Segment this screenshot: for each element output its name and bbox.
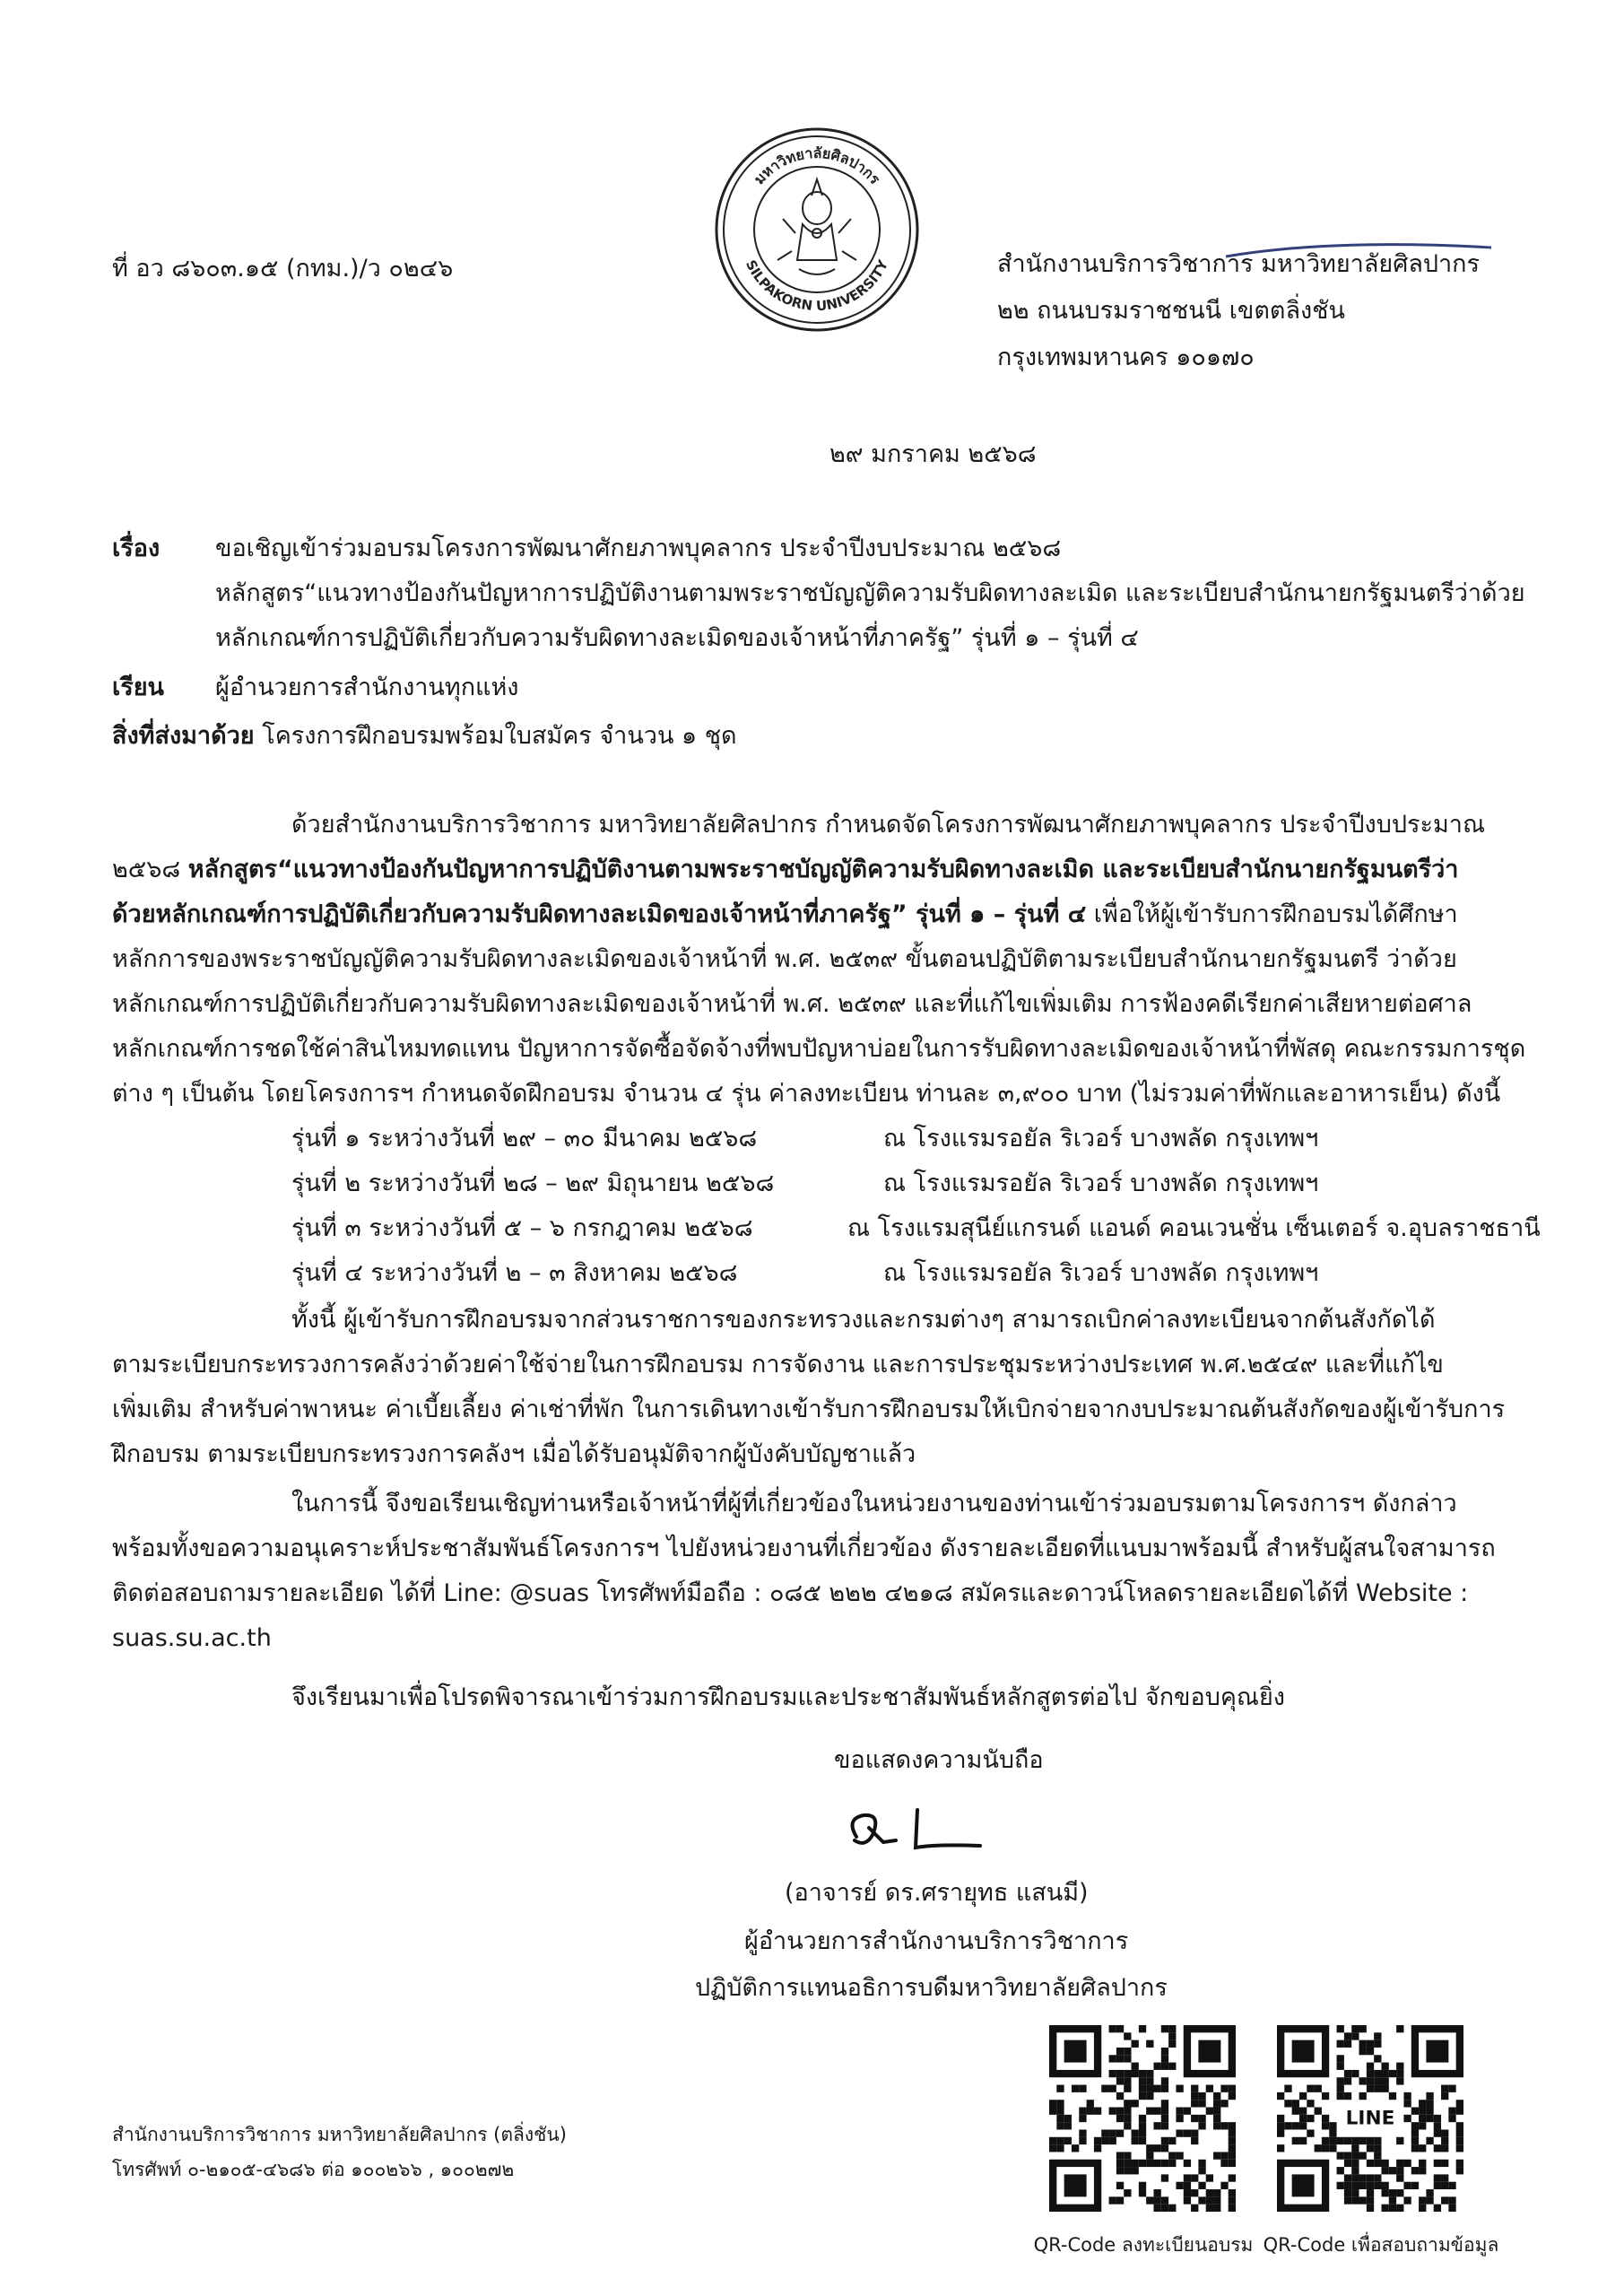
body-p1-line1: ด้วยสำนักงานบริการวิชาการ มหาวิทยาลัยศิลปากร กำหนดจัดโครงการพัฒนาศักยภาพบุคลากร ประจำปีงบประมาณ xyxy=(291,811,1485,839)
website-link[interactable]: suas.su.ac.th xyxy=(112,1624,272,1652)
qr-caption-registration: QR-Code ลงทะเบียนอบรม xyxy=(1033,2234,1254,2256)
qr-code-registration[interactable] xyxy=(1049,2025,1236,2212)
signatory-position: ผู้อำนวยการสำนักงานบริการวิชาการ xyxy=(744,1927,1129,1955)
body-p2-line4: ฝึกอบรม ตามระเบียบกระทรวงการคลังฯ เมื่อได้รับอนุมัติจากผู้บังคับบัญชาแล้ว xyxy=(112,1440,916,1468)
office-address-line3: กรุงเทพมหานคร ๑๐๑๗๐ xyxy=(997,344,1255,371)
handwritten-signature xyxy=(829,1801,1009,1864)
body-p1-line6: หลักเกณฑ์การชดใช้ค่าสินไหมทดแทน ปัญหาการจัดซื้อจัดจ้างที่พบปัญหาบ่อยในการรับผิดทางละเมิดของเจ้าหน้าที่พัสดุ คณะกรรมการชุด xyxy=(112,1035,1526,1063)
addressee-label: เรียน xyxy=(112,674,165,701)
session-row xyxy=(291,1117,1541,1161)
office-address-line1: สำนักงานบริการวิชาการ มหาวิทยาลัยศิลปากร xyxy=(997,250,1481,278)
body-p3-line3: ติดต่อสอบถามรายละเอียด ได้ที่ Line: @suas โทรศัพท์มือถือ : ๐๘๕ ๒๒๒ ๔๒๑๘ สมัครและดาวน์โหลดรายละเอียดได้ที่ Website : xyxy=(112,1579,1469,1607)
body-p1-line7: ต่าง ๆ เป็นต้น โดยโครงการฯ กำหนดจัดฝึกอบรม จำนวน ๔ รุ่น ค่าลงทะเบียน ท่านละ ๓,๙๐๐ บาท (ไม่รวมค่าที่พักและอาหารเย็น) ดังนี้ xyxy=(112,1080,1501,1108)
signatory-acting-position: ปฏิบัติการแทนอธิการบดีมหาวิทยาลัยศิลปากร xyxy=(695,1974,1168,2002)
session-row xyxy=(291,1251,1541,1296)
session-row xyxy=(291,1161,1541,1206)
seal-text-bottom: SILPAKORN UNIVERSITY xyxy=(742,257,892,315)
session-date: รุ่นที่ ๒ ระหว่างวันที่ ๒๘ – ๒๙ มิถุนายน ๒๕๖๘ xyxy=(291,1170,775,1197)
session-venue: ณ โรงแรมรอยัล ริเวอร์ บางพลัด กรุงเทพฯ xyxy=(883,1170,1319,1197)
reference-number: ที่ อว ๘๖๐๓.๑๕ (กทม.)/ว ๐๒๔๖ xyxy=(112,255,454,283)
body-p1-line2 xyxy=(112,848,1458,892)
footer-office: สำนักงานบริการวิชาการ มหาวิทยาลัยศิลปากร (ตลิ่งชัน) xyxy=(112,2124,567,2145)
footer-phone: โทรศัพท์ ๐-๒๑๐๕-๔๖๘๖ ต่อ ๑๐๐๒๖๖ , ๑๐๐๒๗๒ xyxy=(112,2159,515,2180)
qr-code-line[interactable] xyxy=(1277,2025,1463,2212)
seal-text-top: มหาวิทยาลัยศิลปากร xyxy=(750,144,884,188)
subject-label: เรื่อง xyxy=(112,535,161,562)
body-p1-line5: หลักเกณฑ์การปฏิบัติเกี่ยวกับความรับผิดทางละเมิดของเจ้าหน้าที่ พ.ศ. ๒๕๓๙ และที่แก้ไขเพิ่มเติม การฟ้องคดีเรียกค่าเสียหายต่อศาล xyxy=(112,990,1472,1018)
body-p1-line3 xyxy=(112,892,1458,937)
body-p2-line2: ตามระเบียบกระทรวงการคลังว่าด้วยค่าใช้จ่ายในการฝึกอบรม การจัดงาน และการประชุมระหว่างประเทศ พ.ศ.๒๕๔๙ และที่แก้ไข xyxy=(112,1351,1444,1378)
deity-figure-icon xyxy=(777,179,856,274)
enclosure-line xyxy=(112,714,737,759)
letter-date: ๒๙ มกราคม ๒๕๖๘ xyxy=(829,440,1037,468)
university-seal xyxy=(713,126,921,334)
body-p3-line2: พร้อมทั้งขอความอนุเคราะห์ประชาสัมพันธ์โครงการฯ ไปยังหน่วยงานที่เกี่ยวข้อง ดังรายละเอียดที่แนบมาพร้อมนี้ สำหรับผู้สนใจสามารถ xyxy=(112,1535,1496,1562)
subject-line1: ขอเชิญเข้าร่วมอบรมโครงการพัฒนาศักยภาพบุคลากร ประจำปีงบประมาณ ๒๕๖๘ xyxy=(215,535,1062,562)
signatory-name: (อาจารย์ ดร.ศรายุทธ แสนมี) xyxy=(785,1879,1089,1907)
body-course-title-cont: ด้วยหลักเกณฑ์การปฏิบัติเกี่ยวกับความรับผิดทางละเมิดของเจ้าหน้าที่ภาครัฐ” รุ่นที่ ๑ – รุ่นที่ ๔ xyxy=(112,900,1087,928)
line-logo-label: LINE xyxy=(1345,2107,1395,2130)
body-purpose: เพื่อให้ผู้เข้ารับการฝึกอบรมได้ศึกษา xyxy=(1093,900,1458,928)
body-p1-line4: หลักการของพระราชบัญญัติความรับผิดทางละเมิดของเจ้าหน้าที่ พ.ศ. ๒๕๓๙ ขั้นตอนปฏิบัติตามระเบียบสำนักนายกรัฐมนตรี ว่าด้วย xyxy=(112,945,1457,973)
body-course-title: หลักสูตร“แนวทางป้องกันปัญหาการปฏิบัติงานตามพระราชบัญญัติความรับผิดทางละเมิด และระเบียบสำนักนายกรัฐมนตรีว่า xyxy=(187,856,1459,883)
body-year: ๒๕๖๘ xyxy=(112,856,181,883)
regards: ขอแสดงความนับถือ xyxy=(834,1746,1044,1774)
session-venue: ณ โรงแรมรอยัล ริเวอร์ บางพลัด กรุงเทพฯ xyxy=(883,1125,1319,1152)
office-address-line2: ๒๒ ถนนบรมราชชนนี เขตตลิ่งชัน xyxy=(997,297,1345,325)
session-venue: ณ โรงแรมสุนีย์แกรนด์ แอนด์ คอนเวนชั่น เซ็นเตอร์ จ.อุบลราชธานี xyxy=(847,1214,1541,1242)
session-date: รุ่นที่ ๓ ระหว่างวันที่ ๕ – ๖ กรกฎาคม ๒๕๖๘ xyxy=(291,1214,753,1242)
session-row xyxy=(291,1206,1541,1251)
body-p2-line1: ทั้งนี้ ผู้เข้ารับการฝึกอบรมจากส่วนราชการของกระทรวงและกรมต่างๆ สามารถเบิกค่าลงทะเบียนจากต้นสังกัดได้ xyxy=(291,1306,1436,1334)
session-venue: ณ โรงแรมรอยัล ริเวอร์ บางพลัด กรุงเทพฯ xyxy=(883,1259,1319,1287)
qr-caption-line: QR-Code เพื่อสอบถามข้อมูล xyxy=(1263,2234,1499,2256)
body-p2-line3: เพิ่มเติม สำหรับค่าพาหนะ ค่าเบี้ยเลี้ยง ค่าเช่าที่พัก ในการเดินทางเข้ารับการฝึกอบรมให้เบิกจ่ายจากงบประมาณต้นสังกัดของผู้เข้ารับการ xyxy=(112,1396,1506,1423)
addressee: ผู้อำนวยการสำนักงานทุกแห่ง xyxy=(215,674,519,701)
subject-line2: หลักสูตร“แนวทางป้องกันปัญหาการปฏิบัติงานตามพระราชบัญญัติความรับผิดทางละเมิด และระเบียบสำนักนายกรัฐมนตรีว่าด้วย xyxy=(215,579,1525,607)
qr-registration[interactable] xyxy=(1049,2025,1236,2215)
subject-line3: หลักเกณฑ์การปฏิบัติเกี่ยวกับความรับผิดทางละเมิดของเจ้าหน้าที่ภาครัฐ” รุ่นที่ ๑ – รุ่นที่ ๔ xyxy=(215,624,1139,652)
enclosure-value: โครงการฝึกอบรมพร้อมใบสมัคร จำนวน ๑ ชุด xyxy=(262,722,737,750)
session-date: รุ่นที่ ๑ ระหว่างวันที่ ๒๙ – ๓๐ มีนาคม ๒๕๖๘ xyxy=(291,1125,758,1152)
session-date: รุ่นที่ ๔ ระหว่างวันที่ ๒ – ๓ สิงหาคม ๒๕๖๘ xyxy=(291,1259,738,1287)
enclosure-label: สิ่งที่ส่งมาด้วย xyxy=(112,722,255,750)
session-list xyxy=(291,1117,1541,1296)
pen-stroke-mark xyxy=(1224,235,1493,262)
body-p3-line1: ในการนี้ จึงขอเรียนเชิญท่านหรือเจ้าหน้าที่ผู้ที่เกี่ยวข้องในหน่วยงานของท่านเข้าร่วมอบรมตามโครงการฯ ดังกล่าว xyxy=(291,1490,1457,1518)
closing-sentence: จึงเรียนมาเพื่อโปรดพิจารณาเข้าร่วมการฝึกอบรมและประชาสัมพันธ์หลักสูตรต่อไป จักขอบคุณยิ่ง xyxy=(291,1683,1285,1711)
qr-line[interactable] xyxy=(1277,2025,1463,2215)
